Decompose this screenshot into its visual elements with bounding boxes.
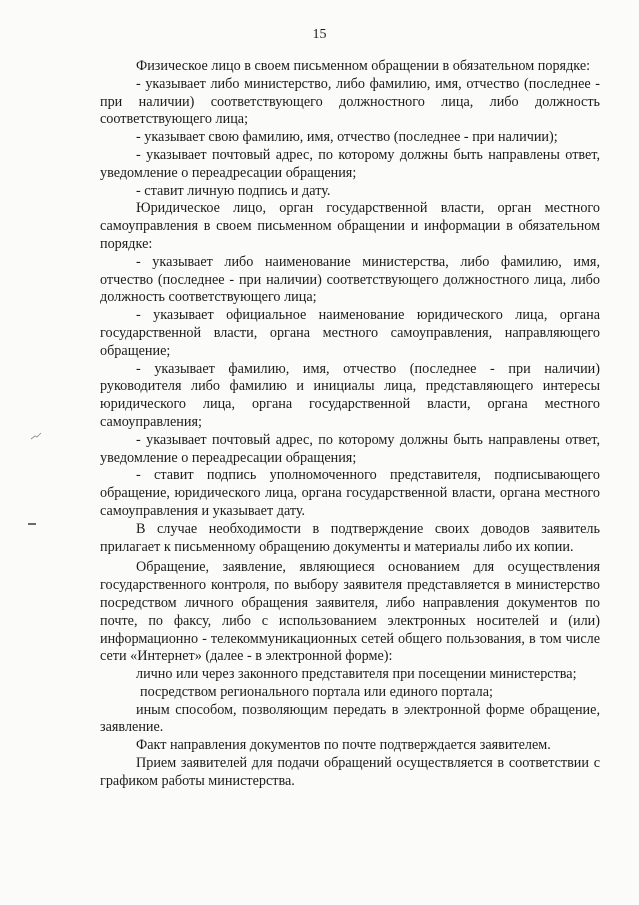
list-item: - указывает почтовый адрес, по которому должны быть направлены ответ, уведомление о переадресации обращения; [100,431,600,466]
list-item: - ставит подпись уполномоченного представителя, подписывающего обращение, юридического лица, органа государственной власти, органа местного самоуправления и указывает дату. [100,467,600,519]
list-item: лично или через законного представителя при посещении министерства; [136,666,577,683]
paragraph-individual-requirements: Физическое лицо в своем письменном обращении в обязательном порядке: [136,58,591,74]
list-item: - указывает либо наименование министерства, либо фамилию, имя, отчество (последнее - при наличии) соответствующего должностного лица, либо должность соответствующего лица; [100,253,600,306]
list-item: иным способом, позволяющим передать в электронной форме обращение, заявление. [100,701,600,736]
scan-mark [30,432,42,440]
list-item: посредством регионального портала или единого портала; [140,683,494,700]
list-item: - указывает почтовый адрес, по которому должны быть направлены ответ, уведомление о переадресации обращения; [100,146,600,181]
list-item: - указывает официальное наименование юридического лица, органа государственной власти, органа местного самоуправления, направляющего обращение; [100,307,600,359]
paragraph-postal-confirmation: Факт направления документов по почте подтверждается заявителем. [136,737,551,754]
paragraph-legal-entity-requirements: Юридическое лицо, орган государственной власти, орган местного самоуправления в своем письменном обращении и информации в обязательном порядке: [100,200,600,252]
list-item: - указывает свою фамилию, имя, отчество (последнее - при наличии); [136,129,558,146]
list-item: - ставит личную подпись и дату. [136,182,331,199]
paragraph-attachments: В случае необходимости в подтверждение своих доводов заявитель прилагает к письменному обращению документы и материалы либо их копии. [100,520,600,555]
list-item: - указывает либо министерство, либо фамилию, имя, отчество (последнее - при наличии) соответствующего должностного лица, либо должность соответствующего лица; [100,75,600,128]
list-item: - указывает фамилию, имя, отчество (последнее - при наличии) руководителя либо фамилию и инициалы лица, представляющего интересы юридического лица, органа государственной власти, органа местного самоуправления; [100,360,600,430]
scan-mark [28,523,36,525]
paragraph-reception-schedule: Прием заявителей для подачи обращений осуществляется в соответствии с графиком работы министерства. [100,755,600,789]
paragraph-submission-methods: Обращение, заявление, являющиеся основанием для осуществления государственного контроля, по выбору заявителя представляется в министерство посредством личного обращения заявителя, либо направления документов по почте, по факсу, либо с использованием электронных носителей и (или) информационно - телекоммуникационных сетей общего пользования, в том числе сети «Интернет» (далее - в электронной форме): [100,559,600,665]
page-number: 15 [312,27,327,42]
document-body [100,58,600,791]
